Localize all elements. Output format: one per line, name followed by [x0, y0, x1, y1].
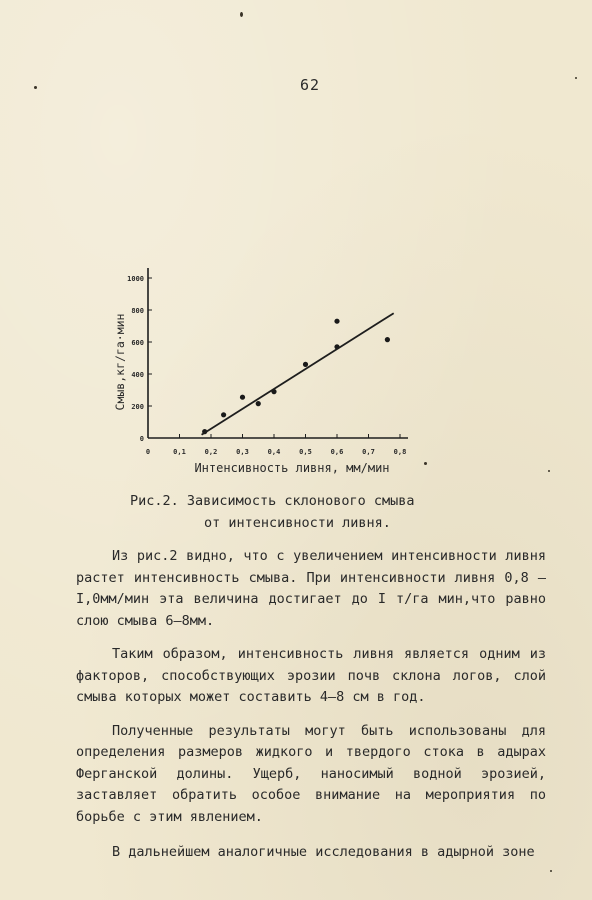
- paragraph: Полученные результаты могут быть использованы для определения размеров жидкого и твердого стока в адырах Ферганской долины. Ущерб, наносимый водной эрозией, заставляет обратить особое внимание на мероприятия по борьбе с этим явлением.: [76, 722, 546, 825]
- x-tick-label: 0,6: [330, 448, 344, 456]
- x-axis-label: Интенсивность ливня, мм/мин: [194, 461, 390, 475]
- x-tick-label: 0,8: [393, 448, 407, 456]
- scatter-chart: [108, 262, 438, 482]
- data-point: [256, 401, 261, 406]
- x-tick-label: 0,3: [236, 448, 249, 456]
- ink-speck: [550, 870, 552, 872]
- paragraph: В дальнейшем аналогичные исследования в адырной зоне: [112, 844, 535, 860]
- body-text: [76, 546, 546, 876]
- y-tick-label: 1000: [127, 275, 144, 283]
- data-point: [385, 337, 390, 342]
- y-tick-label: 600: [131, 339, 144, 347]
- data-point: [303, 362, 308, 367]
- ink-speck: [240, 12, 243, 17]
- paragraph: Таким образом, интенсивность ливня является одним из факторов, способствующих эрозии почв склона логов, слой смыва которых может составить 4–8 см в год.: [76, 646, 546, 705]
- x-tick-label: 0,4: [267, 448, 281, 456]
- y-axis-label: Смыв,кг/га·мин: [113, 313, 127, 411]
- ink-speck: [548, 470, 550, 472]
- data-point: [334, 319, 339, 324]
- x-tick-label: 0: [145, 448, 151, 456]
- x-tick-label: 0,2: [204, 448, 218, 456]
- caption-line-2: от интенсивности ливня.: [204, 515, 391, 531]
- figure: [108, 262, 438, 482]
- data-point: [221, 412, 226, 417]
- y-tick-label: 400: [131, 371, 144, 379]
- x-tick-label: 0,1: [173, 448, 186, 456]
- caption-line-1: Рис.2. Зависимость склонового смыва: [130, 493, 415, 509]
- paragraph: Из рис.2 видно, что с увеличением интенсивности ливня растет интенсивность смыва. При интенсивности ливня 0,8 – I,0мм/мин эта величина достигает до I т/га мин,что равно слою смыва 6–8мм.: [76, 548, 546, 629]
- page-number: 62: [299, 76, 321, 94]
- data-point: [240, 395, 245, 400]
- y-tick-label: 0: [139, 435, 144, 443]
- x-tick-label: 0,7: [362, 448, 375, 456]
- trend-line: [202, 313, 394, 435]
- y-tick-label: 200: [131, 403, 144, 411]
- x-tick-label: 0,5: [299, 448, 312, 456]
- figure-caption: [120, 490, 480, 534]
- y-tick-label: 800: [131, 307, 144, 315]
